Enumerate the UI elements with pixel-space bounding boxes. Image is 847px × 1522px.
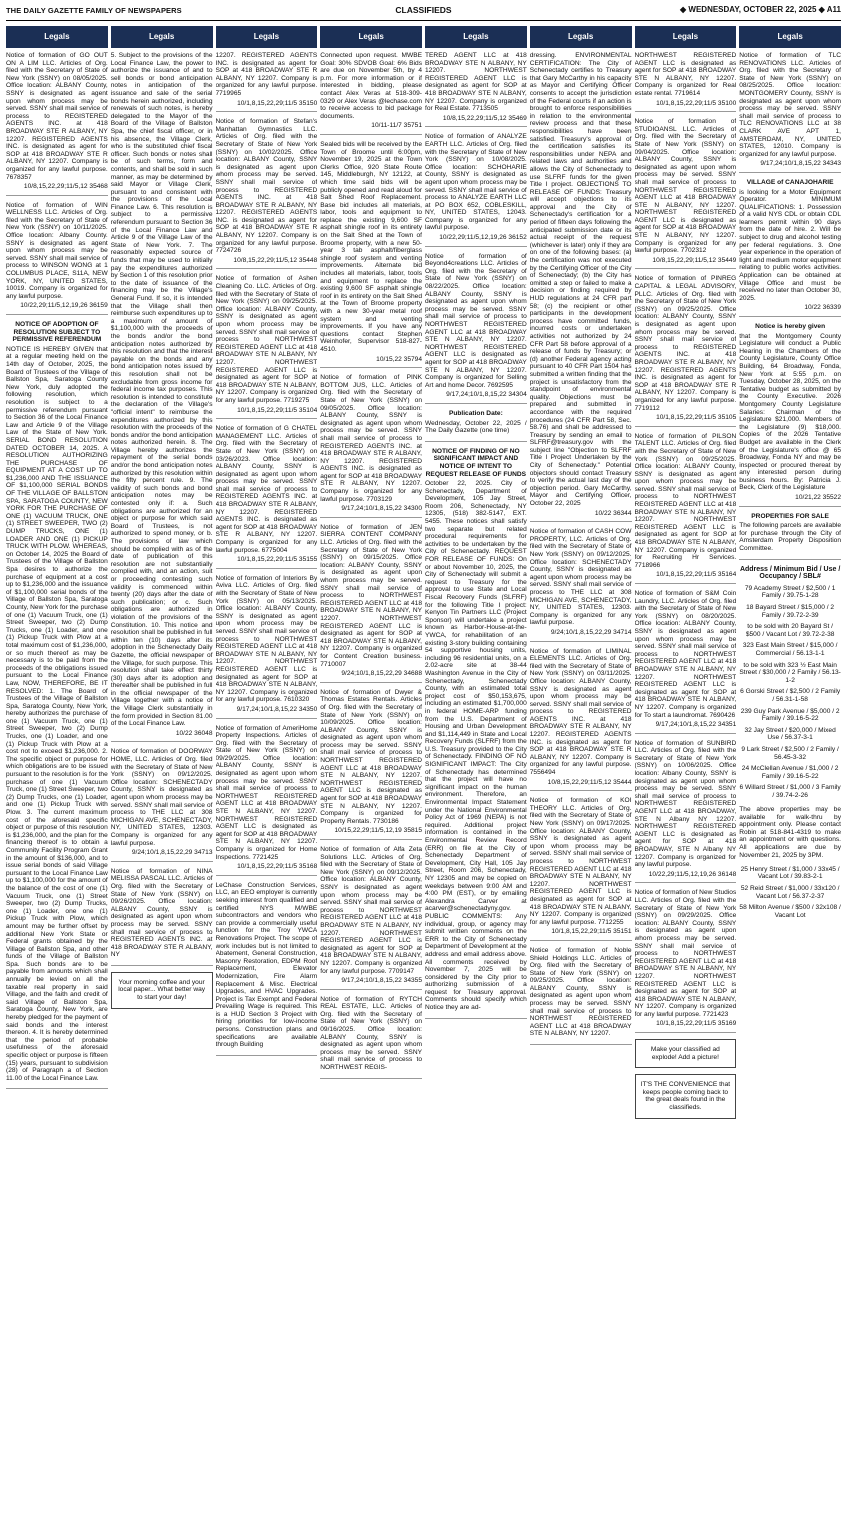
legal-notice [635, 889, 737, 1033]
notice-title: NOTICE OF FINDING OF NO SIGNIFICANT IMPACT AND NOTICE OF INTENT TO REQUEST RELEASE OF FUNDS [425, 447, 527, 478]
property-listing: 52 Reid Street / $1,000 / 33x120 / Vacant Lot / 56.37-2-37 [740, 885, 840, 900]
legal-notice [111, 52, 213, 742]
notice-body: Notice of formation of Noble Shield Holdings LLC. Articles of Org. filed with the Secretary of State of New York (SSNY) on 09/25/2025. Office location: ALBANY County, SSNY is designated as agent upon whom process may be served. SSNY shall mail service of process to NORTHWEST REGISTERED AGENT LLC at 418 BROADWAY STE N ALBANY, NY 12207. [529, 946, 632, 1038]
legal-notice [530, 797, 632, 941]
property-listing: 32 Jay Street / $20,000 / Mixed Use / 56.37-3-1 [744, 726, 836, 742]
column-7 [635, 26, 737, 1516]
legal-notice [6, 202, 108, 315]
notice-body: Notice of formation of PILSON TALENT LLC. Articles of Org. filed with the Secretary of State of New York (SSNY) on 09/25/2025. Office location: ALBANY County, SSNY is designated as agent upon whom process may be served. SSNY shall mail service of process to NORTHWEST REGISTERED AGENT LLC at 418 BROADWAY STE N ALBANY, NY 12207. NORTHWEST REGISTERED AGENT LLC is designated as agent for SOP at 418 BROADWAY STE N ALBANY, NY 12207. Company is organized for Recruiting Hr Services. 7718966 [634, 432, 737, 569]
section-title: CLASSIFIEDS [395, 5, 452, 15]
column-header: Legals [635, 26, 737, 48]
legal-notice [111, 868, 213, 966]
legal-notice [425, 448, 527, 1019]
property-listing: to be sold with 323 ½ East Main Street / $30,000 / 2 Family / 56.13-1-2 [739, 661, 841, 684]
legal-notice [635, 433, 737, 584]
notice-body: Connected upon request. MWBE Goal: 30% SDVOB Goal: 6% Bids are due on November 5th, by 4 p.m. For more information or if interested in bidding, please contact Alex Veras at 518-309-0329 or Alex Veras @lechase.com to receive access to bid package documents. [320, 52, 422, 120]
notice-title: Notice is hereby given [755, 323, 826, 330]
notice-code: 9/17,24;10/1,8,15,22 34355 [341, 977, 422, 985]
column-header: Legals [530, 26, 632, 48]
property-listing: 6 Willard Street / $1,000 / 3 Family / 39.74-2-26 [739, 784, 841, 799]
notice-title: PROPERTIES FOR SALE [751, 512, 829, 520]
masthead-rule [6, 20, 841, 21]
notice-body: Notice of formation of Ashen Cleaning Co. LLC. Articles of Org. filed with the Secretary of State of New York (SSNY) on 09/25/2025. Office location: ALBANY County, SSNY is designated as agent upon whom process may be served. SSNY shall mail service of process to NORTHWEST REGISTERED AGENT LLC at 418 BROADWAY STE N ALBANY, NY 12207. NORTHWEST REGISTERED AGENT LLC is designated as agent for SOP at 418 BROADWAY STE N ALBANY, NY 12207. Company is organized for any lawful purpose. 7719275 [215, 275, 318, 404]
notice-code: 10/22 36048 [175, 729, 213, 737]
notice-body: Notice of formation of NINA MELISSA PASCAL LLC. Articles of Org. filed with the Secretary of State of New York (SSNY) on 09/26/2025. Office location: ALBANY County, SSNY is designated as agent upon whom process may be served. SSNY shall mail service of process to REGISTERED AGENTS INC. at 418 BROADWAY STE R ALBANY, NY [110, 867, 213, 959]
notice-code: 10/22 36344 [594, 509, 632, 517]
property-listing: to be sold with 20 Bayard St / $500 / Vacant Lot / 39.72-2-38 [745, 623, 835, 638]
column-2 [111, 26, 213, 1516]
column-3 [216, 26, 318, 1516]
column-header: Legals [216, 26, 318, 48]
property-listing: 18 Bayard Street / $15,000 / 2 Family / 39.72-2-39 [746, 604, 835, 619]
notice-body: is looking for a Motor Equipment Operator. MINIMUM QUALIFICATIONS: 1. Possession of a valid NYS CDL or obtain CDL learners permit within 90 days from the date of hire. 2. Will be subject to drug and alcohol testing per federal regulations. 3. One year experience in the operation of light and medium motor equipment relating to public works activities. Application can be obtained at Village Office and must be received no later than October 30, 2025. [739, 188, 841, 302]
notice-title: Publication Date: [448, 409, 503, 417]
notice-code: 9/24;10/1,8,15,22,29 34713 [131, 849, 213, 857]
column-header: Legals [425, 26, 527, 48]
notice-body: Notice of formation of PINREG CAPITAL & LEGAL ADVISORY, PLLC. Articles of Org. filed with the Secretary of State of New York (SSNY) on 09/25/2025. Office location: ALBANY County, SSNY is designated as agent upon whom process may be served. SSNY shall mail service of process to REGISTERED AGENTS INC. at 418 BROADWAY STE R ALBANY, NY 12207. REGISTERED AGENTS INC. is designated as agent for SOP at 418 BROADWAY STE R ALBANY, NY 12207. Company is organized for any lawful purpose. 7719112 [634, 275, 737, 412]
notice-body: October 22, 2025. City of Schenectady, Department of Development, 105 Jay Street, Room 206, Schenectady, NY 12305, (518) 382-5147, EXT. 5455. These notices shall satisfy two separate but related procedural requirements for activities to be undertaken by the City of Schenectady. REQUEST FOR RELEASE OF FUNDS: On or about November 10, 2025, the City of Schenectady will submit a request to Treasury for the approval to use State and Local Fiscal Recovery Funds (SLFRF) for the following Title I project: Kenyon Tin Partners LLC (Project Sponsor) will undertake a project known as Harbor-House-at-the-YWCA, for rehabilitation of an existing 3-story building containing 54 supportive housing units, including 96 residential units, on a 2.02-acre site at 38-44 Washington Avenue in the City of Schenectady, Schenectady County, with an estimated total project cost of $50,153,675, including an estimated $1,700,000 in federal HOME-ARP funding from the U.S. Department of Housing and Urban Development and $1,114,449 in State and Local Recovery Funds (SLFRF) from the U.S. Treasury provided to the City of Schenectady. FINDING OF NO SIGNIFICANT IMPACT: The City of Schenectady has determined that the project will have no significant impact on the human environment. Therefore, an Environmental Impact Statement under the National Environmental Policy Act of 1969 (NEPA) is not required. Additional project information is contained in the Environmental Review Record (ERR) on file at the City of Schenectady Department of Development, City Hall, 105 Jay Street, Room 206, Schenectady, NY 12305 and may be copied on weekdays between 9:00 AM and 4:00 PM (EST), or by emailing Alexandra Carver at acarver@schenectadyny.gov. PUBLIC COMMENTS: Any individual, group, or agency may submit written comments on the ERR to the City of Schenectady Department of Development at the address and email address above. All comments received by November 7, 2025 will be considered by the City prior to authorizing submission of a request for Treasury approval. Comments should specify which Notice they are ad- [425, 480, 527, 1012]
notice-code: 10/22,29;11/5,12,19,26 36148 [648, 870, 737, 878]
notice-body: Notice of formation of WIN WELLNESS LLC. Articles of Org. filed with the Secretary of State of New York (SSNY) on 10/11/2025. Office location: Albany County. SSNY is designated as agent upon whom process may be served. SSNY shall mail service of process to WINSON WONG at 1 COLUMBUS PLACE, S11A, NEW YORK, NY, UNITED STATES, 10019. Company is organized for any lawful purpose. [6, 201, 108, 300]
paper-name: THE DAILY GAZETTE FAMILY OF NEWSPAPERS [6, 6, 182, 15]
column-8 [739, 26, 841, 1516]
property-listing: 323 East Main Street / $15,000 / Commercial / 56.13-1-1 [742, 642, 838, 657]
column-6 [530, 26, 632, 1516]
photo-ad: Make your classified ad explode! Add a picture! [635, 1039, 737, 1068]
notice-code: 9/17,24;10/1,8,15,22 34343 [760, 160, 841, 168]
notice-body: Sealed bids will be received by the Town of Broome until 6:00pm, November 19, 2025 at the Town Clerks Office, 920 State Route 145, Middleburgh, NY 12122, at which time said bids will be publicly opened and read aloud for Salt Shed Roof Replacement. Base bid includes all materials, labor, tools and equipment to replace the existing 9,600 SF asphalt shingle roof in its entirety on the Salt Shed at the Town of Broome property, with a new 50-year 3 tab asphalt/fiberglass shingle roof system and venting improvements. Alternate bid includes all materials, labor, tools and equipment to replace the existing 9,600 SF asphalt shingle roof in its entirety on the Salt Shed at the Town of Broome property with a new 30-year metal roof system and venting improvements. If you have any questions contact Stephen Weinhofer, Supervisor 518-827-4510. [320, 140, 422, 353]
notice-code: 10/1,8,15,22,29;11/5 35168 [237, 863, 318, 871]
notice-code: 9/17,24;10/1,8,15,22 34300 [341, 505, 422, 513]
column-5 [425, 26, 527, 1516]
notice-code: 10/1,8,15,22,29;11/5 35155 [237, 556, 318, 564]
legal-notice [216, 882, 318, 1056]
notice-body: Notice of formation of Alfa Zeta Solutions LLC. Articles of Org. filed with the Secretary of State of New York (SSNY) on 09/12/2025. Office location: ALBANY County, SSNY is designated as agent upon whom process may be served. SSNY shall mail service of process to NORTHWEST REGISTERED AGENT LLC at 418 BROADWAY STE N ALBANY, NY 12207. NORTHWEST REGISTERED AGENT LLC is designated as agent for SOP at 418 BROADWAY STE N ALBANY, NY 12207. Company is organized for any lawful purpose. 7709147 [320, 846, 422, 975]
legal-notice [6, 52, 108, 196]
notice-body: Notice of formation of AmeriHome Property Inspections. Articles of Org. filed with the Secretary of State of New York (SSNY) on 09/29/2025. Office location: ALBANY County, SSNY is designated as agent upon whom process may be served. SSNY shall mail service of process to NORTHWEST REGISTERED AGENT LLC at 418 BROADWAY STE N ALBANY, NY 12207. NORTHWEST REGISTERED AGENT LLC is designated as agent for SOP at 418 BROADWAY STE N ALBANY, NY 12207. Company is organized for Home Inspections. 7721425 [215, 724, 318, 861]
notice-body: The following parcels are available for purchase through the City of Amsterdam Property Disposition Committee. [739, 522, 841, 553]
notice-code: 10/8,15,22,29;11/5,12 35448 [233, 256, 318, 264]
notice-code: 9/17,24;10/1,8,15,22 34304 [446, 391, 527, 399]
legal-notice [425, 52, 527, 127]
legal-notice [635, 118, 737, 269]
legal-notice [216, 725, 318, 876]
column-header: Legals [739, 26, 841, 48]
notice-code: 10/1,8,15,22,29;11/5 35105 [656, 414, 737, 422]
notice-body: Notice of formation of PINK BOTTOM JUS, LLC. Articles of Org. filed with the Secretary of State of New York (SSNY) on 09/05/2025. Office location: ALBANY County, SSNY is designated as agent upon whom process may be served. SSNY shall mail service of process to REGISTERED AGENTS INC. at 418 BROADWAY STE R ALBANY, NY 12207. REGISTERED AGENTS INC. is designated as agent for SOP at 418 BROADWAY STE R ALBANY, NY 12207. Company is organized for any lawful purpose. 7703129 [320, 374, 422, 503]
legal-notice [425, 253, 527, 404]
notice-code: 10/1,8,15,22,29;11/5 35164 [656, 571, 737, 579]
notice-code: 10/22,29;11/5,12,19,26 36159 [20, 302, 108, 310]
legal-notice [530, 648, 632, 792]
notice-code: 10/1,8,15,22,29;11/5 35151 [551, 928, 632, 936]
legal-notice [216, 275, 318, 419]
notice-body: Notice of formation of TLC RENOVATIONS LLC. Articles of Org. filed with the Secretary of State of New York (SSNY) on 08/25/2025. Office location: MONTGOMERY County, SSNY is designated as agent upon whom process may be served. SSNY shall mail service of process to TLC RENOVATIONS LLC at 38 CLARK AVE APT 1, AMSTERDAM, NY, UNITED STATES, 12010. Company is organized for any lawful purpose. [739, 52, 841, 158]
notice-body: Notice of formation of G CHATEL MANAGEMENT LLC. Articles of Org. filed with the Secretary of State of New York (SSNY) on 03/26/2023. Office location: ALBANY County, SSNY is designated as agent upon whom process may be served. SSNY shall mail service of process to REGISTERED AGENTS INC. at 418 BROADWAY STE R ALBANY, NY 12207. REGISTERED AGENTS INC. is designated as agent for SOP at 418 BROADWAY STE R ALBANY, NY 12207. Company is organized for any lawful purpose. 6775004 [215, 425, 318, 554]
property-listing: 79 Academy Street / $2,500 / 1 Family / 39.75-1-28 [744, 584, 836, 600]
legal-notice [320, 996, 422, 1079]
notice-code: 9/24;10/1,8,15,22,29 34688 [341, 670, 422, 678]
legal-notice [739, 323, 841, 507]
notice-body: NORTHWEST REGISTERED AGENT LLC is designated as agent for SOP at 418 BROADWAY STE N ALBANY, NY 12207. Company is organized for Real estate rental. 7719614 [634, 52, 737, 97]
notice-body: 12207. REGISTERED AGENTS INC. is designated as agent for SOP at 418 BROADWAY STE R ALBANY, NY 12207. Company is organized for any lawful purpose. 7719965 [215, 52, 318, 97]
notice-code: 10/1,8,15,22,29;11/5 35100 [656, 99, 737, 107]
properties-footer: The above properties may be available for walk-thru by appointment only. Please contact Robin at 518-841-4319 to make an appointment or with questions. All applications are due by November 21, 2025 by 3PM. [739, 806, 841, 859]
notice-code: 10/11-11/7 35751 [371, 122, 422, 130]
notice-code: 10/8,15,22,29;11/5,12 35449 [652, 256, 737, 264]
notice-code: 10/22,29;11/5,12,19,26 36152 [439, 234, 527, 242]
notice-code: 10/8,15,22,29;11/5,12 35469 [442, 114, 527, 122]
notice-body: TERED AGENT LLC at 418 BROADWAY STE N ALBANY, NY 12207. NORTHWEST REGISTERED AGENT LLC is designated as agent for SOP at 418 BROADWAY STE N ALBANY, NY 12207. Company is organized for Real Estate. 7713505 [425, 52, 527, 113]
column-header: Legals [320, 26, 422, 48]
notice-body: Notice of formation of New Studios LLC. Articles of Org. filed with the Secretary of State of New York (SSNY) on 09/29/2025. Office location: ALBANY County, SSNY is designated as agent upon whom process may be served. SSNY shall mail service of process to NORTHWEST REGISTERED AGENT LLC at 418 BROADWAY STE N ALBANY, NY 12207. NORTHWEST REGISTERED AGENT LLC is designated as agent for SOP at 418 BROADWAY STE N ALBANY, NY 12207. Company is organized for any lawful purpose. 7721423 [634, 889, 737, 1018]
notice-code: 10/21,22 35522 [795, 494, 841, 502]
notice-code: 9/17,24;10/1,8,15,22 34350 [236, 705, 318, 713]
notice-title: NOTICE OF ADOPTION OF RESOLUTION SUBJECT TO PERMISSIVE REFERENDUM [12, 321, 102, 344]
notice-code: 10/1,8,15,22,29;11/5 35104 [237, 406, 318, 414]
column-4 [320, 26, 422, 1516]
legal-notice [635, 740, 737, 884]
notice-body: Notice of formation of S&M Coin Laundry, LLC. Articles of Org. filed with the Secretary of State of New York (SSNY) on 08/20/2025. Office location: ALBANY County, SSNY is designated as agent upon whom process may be served. SSNY shall mail service of process to NORTHWEST REGISTERED AGENT LLC at 418 BROADWAY STE N ALBANY, NY 12207. NORTHWEST REGISTERED AGENT LLC is designated as agent for SOP at 418 BROADWAY STE N ALBANY, NY 12207. Company is organized for To start a laundromat. 7690426 [634, 590, 737, 719]
notice-code: 10/15,22 35794 [376, 355, 422, 363]
legal-notice [320, 141, 422, 368]
notice-body: Notice of formation of RYTCH REAL ESTATE, LLC. Articles of Org. filed with the Secretary of State of New York (SSNY) on 09/16/2025. Office location: ALBANY County, SSNY is designated as agent upon whom process may be served. SSNY shall mail service of process to NORTHWEST REGIS- [320, 995, 422, 1072]
notice-body: that the Montgomery County Legislature will conduct a Public Hearing in the Chambers of the County Legislature, County Office Building, 64 Broadway, Fonda, New York at 5:55 p.m. on Tuesday, October 28, 2025, on the Tentative budget as submitted by the County Executive. 2026 Montgomery County Legislature Salaries: Chairman of the Legislature $21,000. Members of the Legislature (9) $18,000. Copies of the 2026 Tentative Budget are available in the Clerk of the Legislature's office @ 65 Broadway, Fonda NY and may be inspected or procured thereat by any interested person during business hours. By: Patricia J. Beck, Clerk of the Legislature [739, 332, 841, 492]
notice-body: Notice of formation of JEN SIERRA CONTENT COMPANY LLC. Articles of Org. filed with the Secretary of State of New York (SSNY) on 09/15/2025. Office location: ALBANY County, SSNY is designated as agent upon whom process may be served. SSNY shall mail service of process to NORTHWEST REGISTERED AGENT LLC at 418 BROADWAY STE N ALBANY, NY 12207. NORTHWEST REGISTERED AGENT LLC is designated as agent for SOP at 418 BROADWAY STE N ALBANY, NY 12207. Company is organized for Content Creation business. 7710007 [320, 523, 422, 668]
notice-code: 10/8,15,22,29;11/5,12 35444 [547, 778, 632, 786]
properties-header: Address / Minimum Bid / Use / Occupancy / SBL# [739, 565, 841, 581]
notice-body: Notice of formation of ANALYZE EARTH LLC. Articles of Org. filed with the Secretary of State of New York (SSNY) on 10/08/2025. Office location: SCHOHARIE County, SSNY is designated as agent upon whom process may be served. SSNY shall mail service of process to ANALYZE EARTH LLC at PO BOX 652, COBLESKILL, NY, UNITED STATES, 12043. Company is organized for any lawful purpose. [425, 133, 527, 232]
property-listing: 239 Guy Park Avenue / $5,000 / 2 Family / 39.16-5-22 [740, 707, 840, 723]
legal-notice [320, 52, 422, 135]
convenience-ad: IT'S THE CONVENIENCE that keeps people coming back to the great deals found in the classifieds. [635, 1074, 737, 1118]
notice-body: 5. Subject to the provisions of the Local Finance Law, the power to authorize the issuance of and to sell bonds or bond anticipation notes in anticipation of the issuance and sale of the serial bonds herein authorized, including renewals of such notes, is hereby delegated to the Mayor of the Board of the Village of Ballston Spa, the chief fiscal officer, or in his absence, the Village Clerk, who is the substituted chief fiscal officer. Such bonds or notes shall be of such terms, form and contents, and shall be sold in such manner, as may be determined by said Mayor or Village Clerk, pursuant to and consistent with the provisions of the Local Finance Law. 6. This resolution is subject to a permissive referendum pursuant to Section 36 of the Local Finance Law and Article 9 of the Village Law of the State of New York. 7. The reasonably expected source of funds that may be used to initially pay the expenditures authorized by Section 1 of this resolution prior to the date of issuance of the financing may be the Village's General Fund. If so, it is intended that the Village shall then reimburse such expenditures up to a maximum of amount of $1,100,000 with the proceeds of the bonds and/or the bond anticipation notes authorized by this resolution and that the interest payable on the bonds and any bond anticipation notes issued by this resolution shall not be excludable from gross income for federal income tax purposes. This resolution is intended to constitute the declaration of the Village's "official intent" to reimburse the expenditures authorized by this resolution with the proceeds of the bonds and/or the bond anticipation notes authorized herein. 8. The Village hereby authorizes the repayment of the serial bonds and/or the bond anticipation notes authorized by this resolution within the fifty percent rule. 9. The validity of such bonds and bond anticipation notes may be contested only if: a. Such obligations are authorized for an object or purpose for which said Board of Trustees, is not authorized to spend money, or b. The provisions of law which should be complied with as of the date of publication of this resolution are not substantially complied with, and an action, suit or proceeding contesting such validity is commenced within twenty (20) days after the date of such publication; or c. Such obligations are authorized in violation of the provisions of the Constitution. 10. This notice and resolution shall be published in full within ten (10) days after its adoption in the Schenectady Daily Gazette, the official newspaper of the Village, for such purpose. This resolution shall take effect thirty (30) days after its adoption and thereafter shall be published in full in the official newspaper of the Village together with a notice of the Village Clerk substantially in the form provided in Section 81.00 of the Local Finance Law. [110, 52, 213, 728]
legal-notice [320, 689, 422, 840]
notice-code: 10/1,8,15,22,29;11/5 35169 [656, 1020, 737, 1028]
property-listing: 24 McClellan Avenue / $1,000 / 2 Family / 39.16-5-22 [741, 765, 839, 780]
legal-notice [216, 425, 318, 569]
legal-notice [320, 846, 422, 990]
legal-notice [530, 52, 632, 522]
column-1 [6, 26, 108, 1516]
legal-notice [739, 513, 841, 560]
legal-notice [530, 528, 632, 641]
notice-body: Notice of formation of LIMINAL ELEMENTS LLC. Articles of Org. filed with the Secretary of State of New York (SSNY) on 03/11/2025. Office location: ALBANY County, SSNY is designated as agent upon whom process may be served. SSNY shall mail service of process to REGISTERED AGENTS INC. at 418 BROADWAY STE R ALBANY, NY 12207. REGISTERED AGENTS INC. is designated as agent for SOP at 418 BROADWAY STE R ALBANY, NY 12207. Company is organized for any lawful purpose. 7556494 [529, 647, 632, 777]
notice-code: 9/17,24;10/1,8,15,22 34351 [655, 721, 737, 729]
property-listing: 25 Henry Street / $1,000 / 33x45 / Vacant Lot / 39.83-2-1 [740, 865, 840, 881]
notice-body: Wednesday, October 22, 2025 / The Daily Gazette (one time) [425, 419, 527, 435]
notice-body: Notice of formation of DOORWAY HOME, LLC. Articles of Org. filed with the Secretary of State of New York (SSNY) on 09/12/2025. Office location: SCHENECTADY County, SSNY is designated as agent upon whom process may be served. SSNY shall mail service of process to THE LLC at 308 MICHIGAN AVE, SCHENECTADY, NY, UNITED STATES, 12303. Company is organized for any lawful purpose. [110, 748, 213, 847]
legal-notice [216, 118, 318, 269]
legals-columns [6, 26, 841, 1516]
notice-body: Notice of formation of KOI THEORY LLC. Articles of Org. filed with the Secretary of State of New York (SSNY) on 09/17/2025. Office location: ALBANY County, SSNY is designated as agent upon whom process may be served. SSNY shall mail service of process to NORTHWEST REGISTERED AGENT LLC at 418 BROADWAY STE N ALBANY, NY 12207. NORTHWEST REGISTERED AGENT LLC is designated as agent for SOP at 418 BROADWAY STE N ALBANY, NY 12207. Company is organized for any lawful purpose. 7712255 [529, 797, 632, 926]
coffee-ad: Your morning coffee and your local paper... What better way to start your day! [111, 972, 213, 1009]
notice-code: 10/8,15,22,29;11/5,12 35468 [23, 183, 108, 191]
property-listing: 9 Lark Street / $2,500 / 2 Family / 56.45-3-32 [741, 745, 839, 761]
property-listing: 58 Milton Avenue / $500 / 32x108 / Vacant Lot [739, 904, 841, 919]
legal-notice [320, 374, 422, 518]
legal-notice [6, 321, 108, 1089]
notice-title: VILLAGE of CANAJOHARIE [746, 178, 834, 186]
legal-notice [739, 179, 841, 317]
column-header: Legals [111, 26, 213, 48]
notice-body: Notice of formation of GO OUT ON A LIM LLC. Articles of Org. filed with the Secretary of State of New York (SSNY) on 08/05/2025. Office location: ALBANY County, SSNY is designated as agent upon whom process may be served. SSNY shall mail service of process to REGISTERED AGENTS INC. at 418 BROADWAY STE R ALBANY, NY 12207. REGISTERED AGENTS INC. is designated as agent for SOP at 418 BROADWAY STE R ALBANY, NY 12207. Company is organized for any lawful purpose. 7678357 [6, 52, 108, 181]
notice-code: 9/24;10/1,8,15,22,29 34714 [550, 628, 632, 636]
notice-body: dressing. ENVIRONMENTAL CERTIFICATION: The City of Schenectady certifies to Treasury that Gary McCarthy in his capacity as Mayor and Certifying Officer consents to accept the jurisdiction of the Federal courts if an action is brought to enforce responsibilities in relation to the environmental review process and that these responsibilities have been satisfied. Treasury's approval of the certification satisfies its responsibilities under NEPA and related laws and authorities and allows the City of Schenectady to use SLFRF funds for the given Title I project. OBJECTIONS TO RELEASE OF FUNDS: Treasury will accept objections to its approval and the City of Schenectady's certification for a period of fifteen days following the anticipated submission date or its actual receipt of the request (whichever is later) only if they are on one of the following bases: (a) the certification was not executed by the Certifying Officer of the City of Schenectady; (b) the City has omitted a step or failed to make a decision or finding required by HUD regulations at 24 CFR part 58; (c) the recipient or other participants in the development process have committed funds, incurred costs or undertaken activities not authorized by 24 CFR Part 58 before approval of a release of funds by Treasury; or (d) another Federal agency acting pursuant to 40 CFR Part 1504 has submitted a written finding that the project is unsatisfactory from the standpoint of environmental quality. Objections must be prepared and submitted in accordance with the required procedures (24 CFR Part 58, Sec. 58.76) and shall be addressed to Treasury by sending an email to SLFRF@treasury.gov with the subject line "Objection to SLFRF Title I Project Undertaken by the City of Schenectady." Potential objectors should contact Treasury to verify the actual last day of the objection period. Gary McCarthy, Mayor and Certifying Officer, October 22, 2025 [529, 52, 632, 508]
column-header: Legals [6, 26, 108, 48]
notice-code: 10/22 36339 [804, 304, 841, 312]
legal-notice [216, 575, 318, 719]
legal-notice [425, 133, 527, 246]
notice-code: 10/15,22,29;11/5,12,19 35815 [334, 827, 422, 835]
legal-notice [635, 590, 737, 734]
notice-code: 10/1,8,15,22,29;11/5 35150 [237, 99, 318, 107]
notice-body: Notice of formation of Beyond4creations LLC. Articles of Org. filed with the Secretary of State of New York (SSNY) on 08/22/2025. Office location: ALBANY County, SSNY is designated as agent upon whom process may be served. SSNY shall mail service of process to NORTHWEST REGISTERED AGENT LLC at 418 BROADWAY STE N ALBANY, NY 12207. NORTHWEST REGISTERED AGENT LLC is designated as agent for SOP at 418 BROADWAY STE N ALBANY, NY 12207. Company is organized for Selling Art and home Decor. 7692595 [425, 252, 527, 389]
masthead [0, 0, 847, 26]
notice-body: Notice of formation of CASH COW PROPERTY, LLC. Articles of Org. filed with the Secretary of State of New York (SSNY) on 09/12/2025. Office location: SCHENECTADY County, SSNY is designated as agent upon whom process may be served. SSNY shall mail service of process to THE LLC at 308 MICHIGAN AVE, SCHENECTADY, NY, UNITED STATES, 12303. Company is organized for any lawful purpose. [529, 528, 632, 627]
notice-body: Notice of formation of SUNBIRD LLC. Articles of Org. filed with the Secretary of State of New York (SSNY) on 10/06/2025. Office location: Albany County, SSNY is designated as agent upon whom process may be served. SSNY shall mail service of process to NORTHWEST REGISTERED AGENT LLC at 418 BROADWAY, STE N Albany NY 12207. NORTHWEST REGISTERED AGENT LLC is designated as agent for SOP at 418 BROADWAY, STE N Albany NY 12207. Company is organized for any lawful purpose. [634, 739, 737, 869]
notice-body: Notice of formation of Dwyer & Thomas Estates Rentals. Articles of Org. filed with the Secretary of State of New York (SSNY) on 10/09/2025. Office location: ALBANY County, SSNY is designated as agent upon whom process may be served. SSNY shall mail service of process to NORTHWEST REGISTERED AGENT LLC at 418 BROADWAY STE N ALBANY, NY 12207. NORTHWEST REGISTERED AGENT LLC is designated as agent for SOP at 418 BROADWAY STE N ALBANY, NY 12207. Company is organized for Property Rentals. 7730186 [320, 688, 422, 825]
notice-body: LeChase Construction Services, LLC, an EEO employer is currently seeking interest from qualified and certified NYS M/WBE subcontractors and vendors who can provide a commercially useful function for the Troy YWCA Renovations Project. The scope of work includes but is not limited to Abatement, General Construction, Masonry Restoration, EDPM Roof Replacement, Elevator Modernization, Fire Alarm Replacement & Misc. Electrical Upgrades, and HVAC Upgrades. Project is Tax Exempt and Federal Prevailing Wage is required. This is a HUD Section 3 Project with hiring priorities for low-income persons. Construction plans and specifications are available through Building [215, 881, 318, 1049]
legal-notice [111, 748, 213, 861]
notice-body: Notice of formation of Stefan's Manhattan Gymnastics LLC. Articles of Org. filed with the Secretary of State of New York (SSNY) on 10/02/2025. Office location: ALBANY County, SSNY is designated as agent upon whom process may be served. SSNY shall mail service of process to REGISTERED AGENTS INC. at 418 BROADWAY STE R ALBANY, NY 12207. REGISTERED AGENTS INC. is designated as agent for SOP at 418 BROADWAY STE R ALBANY, NY 12207. Company is organized for any lawful purpose. 7724726 [215, 118, 318, 255]
notice-body: Notice of formation of Interiors By Aviva LLC. Articles of Org. filed with the Secretary of State of New York (SSNY) on 05/13/2025. Office location: ALBANY County, SSNY is designated as agent upon whom process may be served. SSNY shall mail service of process to NORTHWEST REGISTERED AGENT LLC at 418 BROADWAY STE N ALBANY, NY 12207. NORTHWEST REGISTERED AGENT LLC is designated as agent for SOP at 418 BROADWAY STE N ALBANY, NY 12207. Company is organized for any lawful purpose. 7610320 [215, 574, 318, 704]
property-listing: 6 Gorski Street / $2,500 / 2 Family / 56.31-1-58 [740, 688, 841, 703]
legal-notice [635, 52, 737, 112]
legal-notice [425, 410, 527, 442]
legal-notice [635, 275, 737, 426]
legal-notice [320, 524, 422, 683]
notice-body: Notice of formation of STUDIOANSL LLC. Articles of Org. filed with the Secretary of State of New York (SSNY) on 09/04/2025. Office location: ALBANY County, SSNY is designated as agent upon whom process may be served. SSNY shall mail service of process to NORTHWEST REGISTERED AGENT LLC at 418 BROADWAY STE N ALBANY, NY 12207. NORTHWEST REGISTERED AGENT LLC is designated as agent for SOP at 418 BROADWAY STE N ALBANY, NY 12207. Company is organized for any lawful purpose. 7702312 [634, 118, 737, 255]
notice-body: NOTICE IS HEREBY GIVEN that at a regular meeting held on the 14th day of October, 2025, the Board of Trustees of the Village of Ballston Spa, Saratoga County New York, duly adopted the following resolution, which resolution is subject to a permissive referendum pursuant to Section 36 of the Local Finance Law and Article 9 of the Village Law of the State of New York. SERIAL BOND RESOLUTION DATED OCTOBER 14, 2025. A RESOLUTION AUTHORIZING THE PURCHASE OF EQUIPMENT AT A COST UP TO $1,236,000 AND THE ISSUANCE OF $1,100,000 SERIAL BONDS OF THE VILLAGE OF BALLSTON SPA, SARATOGA COUNTY, NEW YORK FOR THE PURCHASE OF ONE (1) VACUUM TRUCK, ONE (1) STREET SWEEPER, TWO (2) DUMP TRUCKS, ONE (1) LOADER AND ONE (1) PICKUP TRUCK WITH PLOW. WHEREAS, on October 14, 2025 the Board of Trustees of the Village of Ballston Spa desires to authorize the purchase of equipment at a cost up to $1,236,000 and the issuance of $1,100,000 serial bonds of the Village of Ballston Spa, Saratoga County, New York for the purchase of one (1) Vacuum Truck, one (1) Street Sweeper, two (2) Dump Trucks, one (1) Loader, and one (1) Pickup Truck with Plow at a total maximum cost of $1,236,000, or so much thereof as may be necessary is to be paid from the proceeds of the obligations issued pursuant to the Local Finance Law, NOW, THEREFORE, BE IT RESOLVED: 1. The Board of Trustees of the Village of Ballston Spa, Saratoga County, New York, hereby authorizes the purchase of one (1) Vacuum Truck, one (1) Street Sweeper, two (2) Dump Trucks, one (1) Loader, and one (1) Pickup Truck with Plow at a cost not to exceed $1,236,000. 2. The specific object or purpose for which obligations are to be issued pursuant to the resolution is for the purchase of one (1) Vacuum Truck, one (1) Street Sweeper, two (2) Dump Trucks, one (1) Loader, and one (1) Pickup Truck with Plow. 3. The current maximum cost of the aforesaid specific object or purpose of this resolution is $1,236,000, and the plan for the financing thereof is to obtain a Community Facility Program Grant in the amount of $136,000, and to issue serial bonds of said Village pursuant to the Local Finance Law up to $1,100,000 for the amount of the balance of the cost of one (1) Vacuum Truck, one (1) Street Sweeper, two (2) Dump Trucks, one (1) Loader, one one (1) Pickup Truck with Plow, which amount may be further offset by additional New York State or Federal grants obtained by the Village of Ballston Spa, and other funds of the Village of Ballston Spa. Such bonds are to be payable from amounts which shall annually be levied on all the taxable real property in said Village, and the faith and credit of said Village of Ballston Spa, Saratoga County, New York, are hereby pledged for the payment of said bonds and the interest thereon. 4. It is hereby determined that the period of probable usefulness of the aforesaid specific object or purpose is fifteen (15) years, pursuant to subdivision (28) of Paragraph a of Section 11.00 of the Local Finance Law. [6, 345, 108, 1082]
legal-notice [530, 947, 632, 1045]
legal-notice [216, 52, 318, 112]
legal-notice [739, 52, 841, 173]
page-date: ◆ WEDNESDAY, OCTOBER 22, 2025 ◆ A11 [680, 5, 841, 14]
